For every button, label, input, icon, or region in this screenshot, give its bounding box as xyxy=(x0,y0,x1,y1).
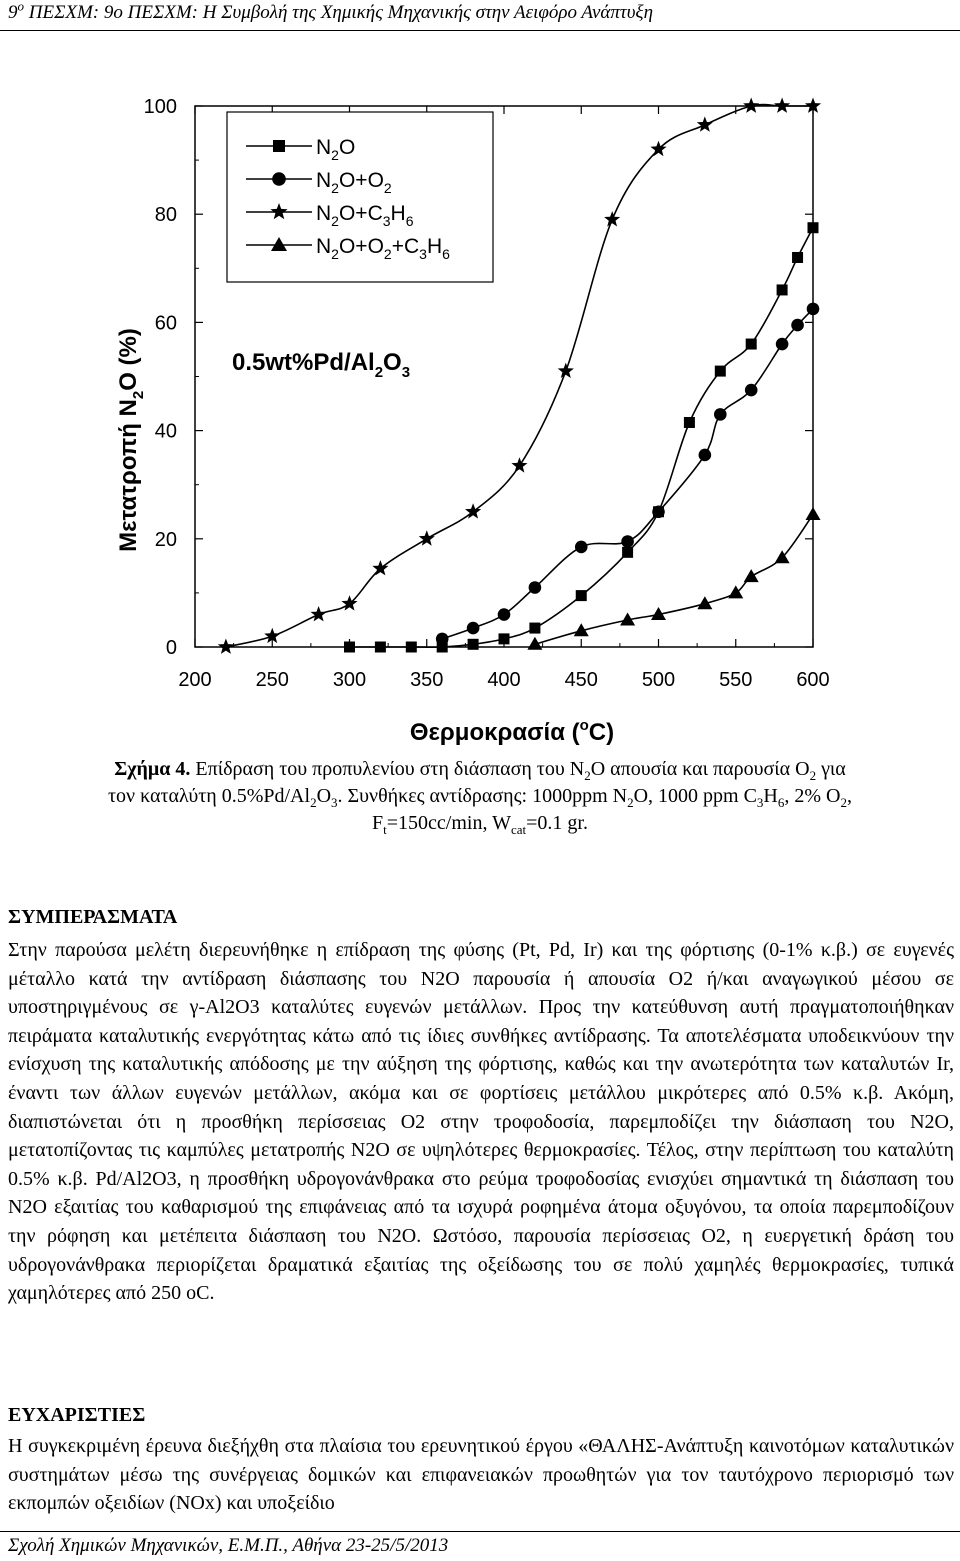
data-point-square xyxy=(529,623,540,634)
data-point-circle xyxy=(467,622,480,635)
data-point-square xyxy=(792,252,803,263)
page-footer: Σχολή Χημικών Μηχανικών, Ε.Μ.Π., Αθήνα 23-25/5/2013 xyxy=(8,1535,449,1556)
x-tick-label: 450 xyxy=(564,669,598,691)
x-tick-label: 250 xyxy=(255,669,289,691)
data-point-triangle xyxy=(806,507,821,520)
y-tick-label: 60 xyxy=(154,312,177,335)
data-point-square xyxy=(684,417,695,428)
data-point-circle xyxy=(621,535,634,548)
data-point-star xyxy=(218,639,234,654)
legend-marker-square xyxy=(273,140,285,152)
x-tick-label: 300 xyxy=(332,669,367,691)
figure-label: Σχήμα 4. xyxy=(114,758,191,780)
x-axis-label: Θερμοκρασία ($^o$C) xyxy=(409,717,615,746)
chart-annotation: $0.5wt\%Pd/Al_2O_3$ xyxy=(232,349,411,381)
data-point-star xyxy=(311,606,327,621)
data-point-square xyxy=(777,284,788,295)
page-header: $9^o$ ΠΕΣΧΜ: 9ο ΠΕΣΧΜ: Η Συμβολή της Χημικής Μηχανικής στην Αειφόρο Ανάπτυξη xyxy=(8,0,653,23)
data-point-square xyxy=(406,642,417,653)
legend-label: $N_2O+C_3H_6$ xyxy=(316,202,414,229)
data-point-circle xyxy=(436,633,449,646)
conclusions-text: Στην παρούσα μελέτη διερευνήθηκε η επίδραση της φύσης (Pt, Pd, Ir) και της φόρτισης (0-1% κ.β.) σε ευγενές μέταλλο κατά την αντίδραση διάσπασης του N2O παρουσία ή απουσία O2 ή/και αναγωγικού μέσου σε υποστηριγμένους σε γ-Al2O3 καταλύτες ευγενών μετάλλων. Προς την κατεύθυνση αυτή πραγματοποιήθηκαν πειράματα καταλυτικής ενεργότητας κάτω από τις ίδιες συνθήκες αντίδρασης. Τα αποτελέσματα υποδεικνύουν την ενίσχυση της καταλυτικής απόδοσης με την αύξηση της φόρτισης, καθώς και την ανωτερότητα των καταλυτών Ir, έναντι των άλλων ευγενών μετάλλων, ακόμα και σε φορτίσεις μετάλλου μικρότερες από 0.5% κ.β. Ακόμη, διαπιστώνεται ότι η προσθήκη περίσσειας O2 στην τροφοδοσία, παρεμποδίζει την διάσπαση του N2O, μετατοπίζοντας τις καμπύλες μετατροπής N2O σε υψηλότερες θερμοκρασίες. Τέλος, στην περίπτωση του καταλύτη 0.5% κ.β. Pd/Al2O3, η προσθήκη υδρογονάνθρακα στο ρεύμα τροφοδοσίας ενισχύει σημαντικά τη διάσπαση του N2O εξαιτίας του καθαρισμού της επιφάνειας από τα ισχυρά ροφημένα άτομα οξυγόνου, τα οποία παρεμποδίζουν την ρόφηση και μετέπειτα διάσπαση του N2O. Ωστόσο, παρουσία περίσσειας O2, η ευεργετική δράση του υδρογονάνθρακα περιορίζεται δραματικά εξαιτίας της οξείδωσης του σε πολύ χαμηλές θερμοκρασίες, τυπικά χαμηλότερες από 250 oC. xyxy=(8,939,954,1305)
data-point-circle xyxy=(745,384,758,397)
y-tick-label: 100 xyxy=(143,96,177,118)
conclusions-title: ΣΥΜΠΕΡΑΣΜΑΤΑ xyxy=(8,906,178,928)
data-point-star xyxy=(511,457,527,472)
series-line-triangle xyxy=(535,515,813,645)
acknowledgements-title: ΕΥΧΑΡΙΣΤΙΕΣ xyxy=(8,1404,146,1426)
data-point-circle xyxy=(791,319,804,332)
header-rule xyxy=(0,30,960,31)
data-point-star xyxy=(419,530,435,545)
y-tick-label: 0 xyxy=(165,637,177,659)
footer-rule xyxy=(0,1531,960,1532)
conversion-chart xyxy=(0,40,960,750)
data-point-circle xyxy=(652,505,665,518)
legend-label: $N_2O+O_2$ xyxy=(316,169,392,196)
data-point-circle xyxy=(714,408,727,421)
y-axis-label: Μετατροπή $N_2O$ (%) xyxy=(115,328,147,552)
data-point-circle xyxy=(699,449,712,462)
series-line-circle xyxy=(442,309,813,639)
legend-marker-circle xyxy=(272,172,286,186)
x-tick-label: 400 xyxy=(487,669,521,691)
x-tick-label: 350 xyxy=(410,669,444,691)
data-point-square xyxy=(808,222,819,233)
data-point-circle xyxy=(776,338,789,351)
data-point-circle xyxy=(498,608,511,621)
data-point-star xyxy=(604,211,620,226)
data-point-square xyxy=(715,366,726,377)
data-point-square xyxy=(344,642,355,653)
y-tick-label: 80 xyxy=(154,204,177,227)
header-sup: ο xyxy=(17,0,24,14)
data-point-square xyxy=(499,633,510,644)
figure-caption: Σχήμα 4. Επίδραση του προπυλενίου στη διάσπαση του $N_2O$ απουσία και παρουσία $O_2$ για τον καταλύτη $0.5\%Pd/Al_2O_3$. Συνθήκες αντίδρασης: 1000ppm $N_2O$, 1000 ppm $C_3H_6$, 2% $O_2$, $F_t=150cc/\min$, $W_{cat}=0.1$ gr. xyxy=(108,758,852,837)
data-point-square xyxy=(622,547,633,558)
data-point-square xyxy=(375,642,386,653)
data-point-triangle xyxy=(744,569,759,582)
data-point-star xyxy=(774,98,790,113)
data-point-star xyxy=(558,363,574,378)
data-point-star xyxy=(743,98,759,113)
x-tick-label: 550 xyxy=(719,669,753,691)
data-point-circle xyxy=(807,303,820,316)
data-point-square xyxy=(468,639,479,650)
x-tick-label: 200 xyxy=(178,669,212,691)
acknowledgements-text: Η συγκεκριμένη έρευνα διεξήχθη στα πλαίσια του ερευνητικού έργου «ΘΑΛΗΣ-Ανάπτυξη καινοτόμων καταλυτικών συστημάτων μέσω της συνέργειας δομικών και επιφανειακών προωθητών για τον ταυτόχρονο περιορισμό των εκπομπών οξειδίων (NOx) και υποξείδιο xyxy=(8,1435,954,1515)
legend-label: $N_2O+O_2+C_3H_6$ xyxy=(316,235,450,262)
x-tick-label: 500 xyxy=(641,669,676,691)
data-point-circle xyxy=(529,581,542,594)
data-point-star xyxy=(697,116,713,131)
data-point-square xyxy=(576,590,587,601)
legend-label: $N_2O$ xyxy=(316,136,356,163)
y-tick-label: 40 xyxy=(154,420,177,443)
data-point-circle xyxy=(575,541,588,554)
x-tick-label: 600 xyxy=(796,669,830,691)
data-point-square xyxy=(746,339,757,350)
y-tick-label: 20 xyxy=(154,528,177,551)
